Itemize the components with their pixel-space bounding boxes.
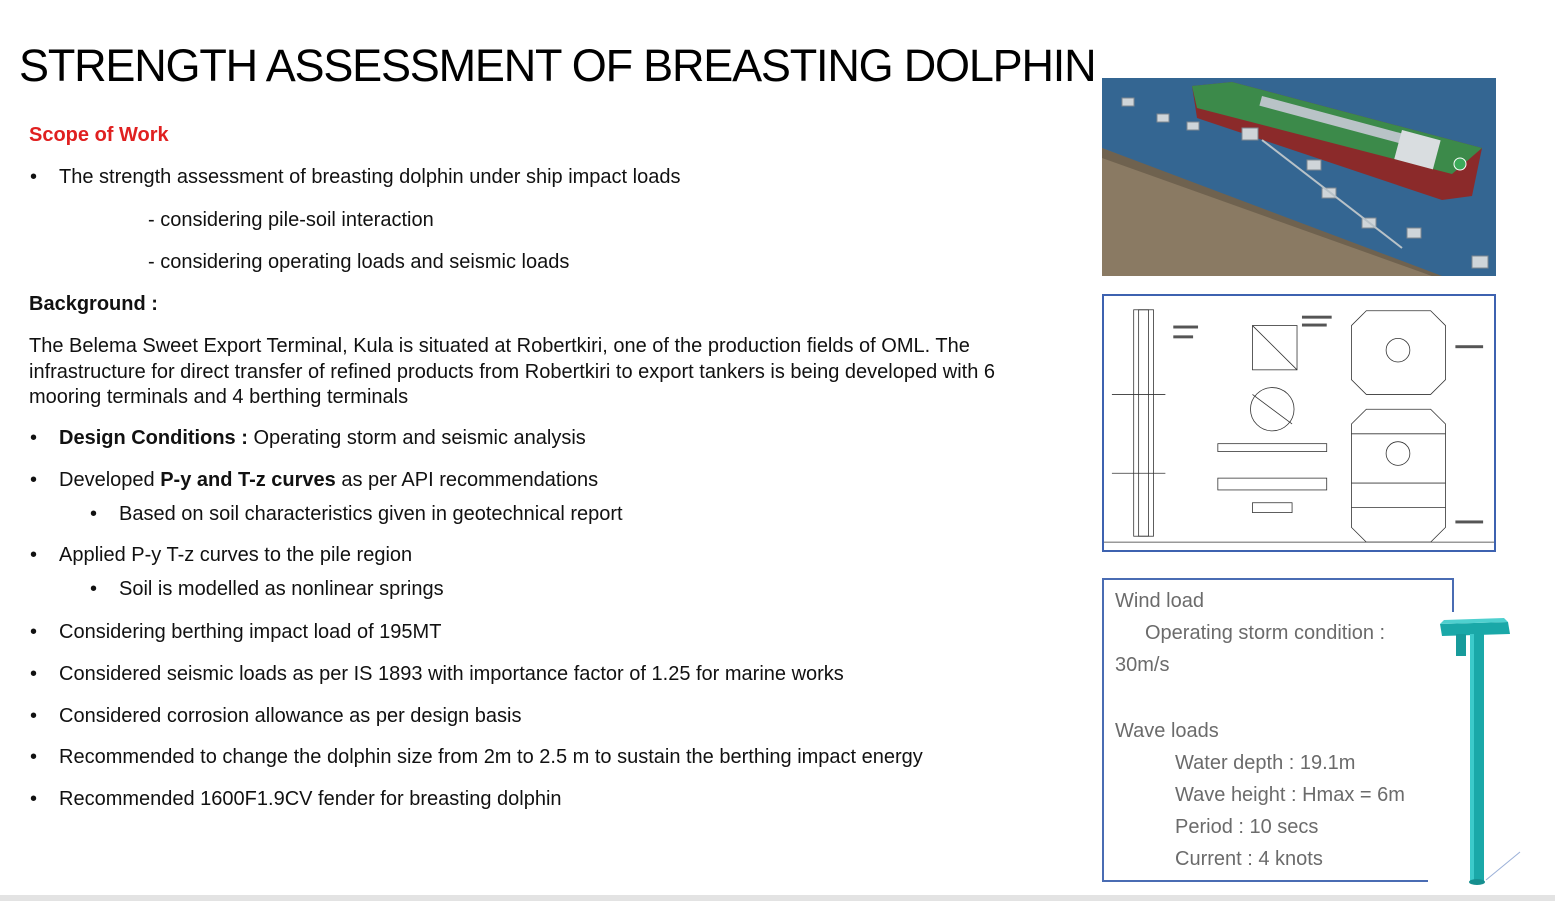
corrosion-text: Considered corrosion allowance as per design basis: [59, 705, 522, 727]
bullet-marker: •: [30, 746, 38, 768]
tanker-ship-render: [1102, 78, 1496, 276]
bullet-applied: [30, 544, 413, 567]
current-speed: Current : 4 knots: [1175, 848, 1323, 870]
recommend-fender-text: Recommended 1600F1.9CV fender for breasting dolphin: [59, 788, 562, 810]
recommend-size-text: Recommended to change the dolphin size from 2m to 2.5 m to sustain the berthing impact energy: [59, 746, 923, 768]
pile-model-render: [1428, 612, 1528, 887]
bullet-py-sub: [90, 503, 623, 526]
py-sub-text: Based on soil characteristics given in geotechnical report: [119, 503, 623, 525]
background-paragraph: The Belema Sweet Export Terminal, Kula is situated at Robertkiri, one of the production fields of OML. The infrastructure for direct transfer of refined products from Robertkiri to export tankers is being developed with 6 mooring terminals and 4 berthing terminals: [29, 335, 996, 408]
scope-sub-pile-soil: - considering pile-soil interaction: [148, 209, 434, 231]
bullet-design-conditions: [30, 427, 586, 450]
applied-text: Applied P-y T-z curves to the pile region: [59, 544, 413, 566]
page-title: STRENGTH ASSESSMENT OF BREASTING DOLPHIN: [19, 40, 1096, 91]
wind-speed: 30m/s: [1115, 654, 1170, 676]
py-pre: Developed: [59, 469, 161, 491]
applied-sub-text: Soil is modelled as nonlinear springs: [119, 578, 444, 600]
background-heading: Background :: [29, 293, 158, 315]
bullet-marker: •: [30, 788, 38, 810]
bullet-marker: •: [30, 166, 38, 188]
bullet-marker: •: [30, 427, 38, 449]
scope-sub-operating: - considering operating loads and seismic loads: [148, 251, 570, 273]
seismic-text: Considered seismic loads as per IS 1893 with importance factor of 1.25 for marine works: [59, 663, 844, 685]
bullet-py-curves: [30, 469, 599, 492]
bullet-recommend-fender: [30, 788, 562, 811]
bullet-berthing: [30, 621, 442, 644]
bullet-marker: •: [90, 578, 98, 600]
scope-bullet-text: The strength assessment of breasting dolphin under ship impact loads: [59, 166, 681, 188]
bullet-marker: •: [30, 469, 38, 491]
py-bold: P-y and T-z curves: [160, 469, 336, 491]
bullet-seismic: [30, 663, 844, 686]
scope-heading: Scope of Work: [29, 124, 169, 146]
design-text: Operating storm and seismic analysis: [247, 427, 586, 449]
bullet-applied-sub: [90, 578, 444, 601]
footer-divider: [0, 895, 1555, 901]
bullet-marker: •: [30, 705, 38, 727]
wave-height: Wave height : Hmax = 6m: [1175, 784, 1405, 806]
bullet-marker: •: [90, 503, 98, 525]
wind-load-heading: Wind load: [1115, 590, 1204, 612]
bullet-recommend-size: [30, 746, 923, 769]
wave-loads-heading: Wave loads: [1115, 720, 1219, 742]
scope-bullet: [30, 166, 681, 189]
design-label: Design Conditions :: [59, 427, 248, 449]
wind-storm-condition: Operating storm condition :: [1145, 622, 1386, 644]
berthing-text: Considering berthing impact load of 195MT: [59, 621, 442, 643]
engineering-drawing: [1102, 294, 1496, 552]
bullet-corrosion: [30, 705, 522, 728]
water-depth: Water depth : 19.1m: [1175, 752, 1356, 774]
py-post: as per API recommendations: [335, 469, 599, 491]
bullet-marker: •: [30, 544, 38, 566]
bullet-marker: •: [30, 621, 38, 643]
wave-period: Period : 10 secs: [1175, 816, 1319, 838]
bullet-marker: •: [30, 663, 38, 685]
